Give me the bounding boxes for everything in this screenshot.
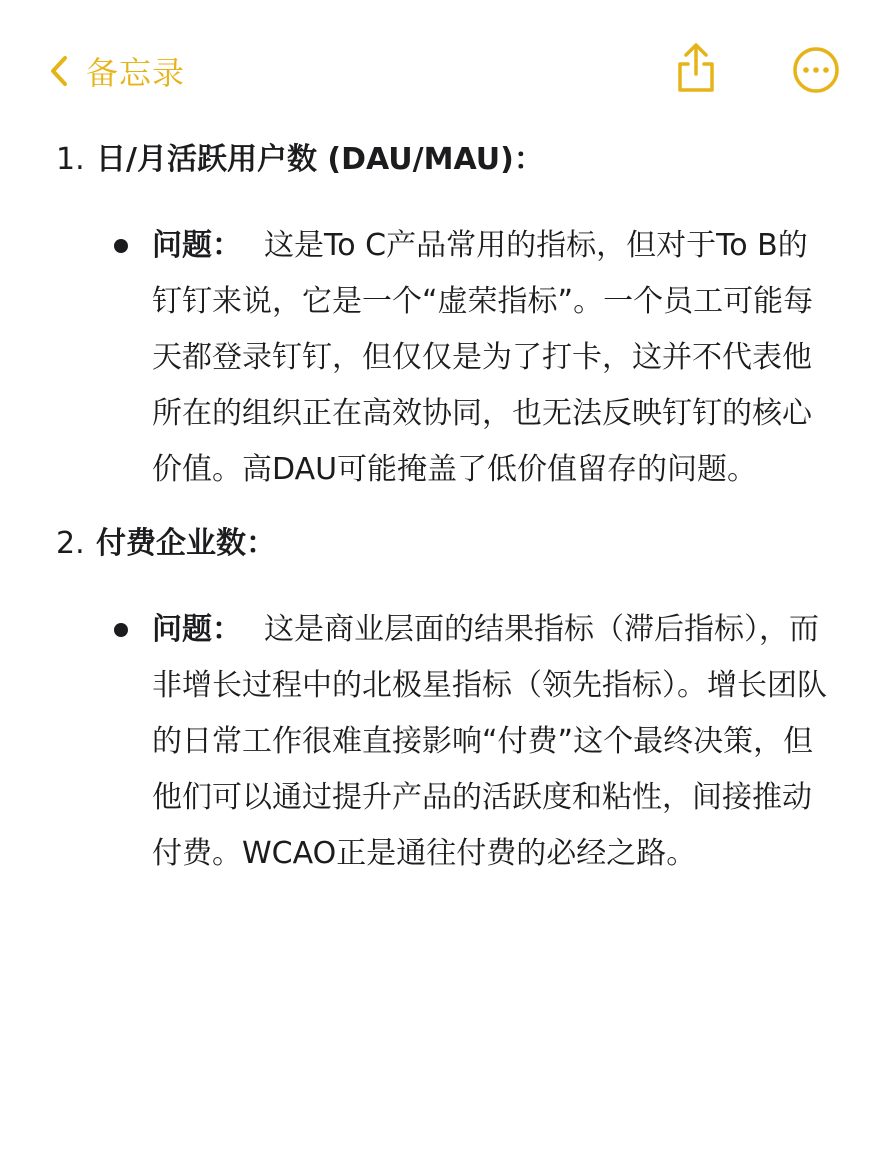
numbered-item-1 xyxy=(56,132,880,188)
item-number: 1. xyxy=(56,142,85,177)
item-title: 日/月活跃用户数 (DAU/MAU)： xyxy=(96,142,544,177)
more-button[interactable] xyxy=(792,46,840,94)
numbered-item-2 xyxy=(56,516,880,572)
bullet-item-1 xyxy=(152,218,836,498)
bullet-dot xyxy=(114,239,128,253)
bullet-text: 这是商业层面的结果指标（滞后指标），而非增长过程中的北极星指标（领先指标）。增长团队的日常工作很难直接影响“付费”这个最终决策，但他们可以通过提升产品的活跃度和粘性，间接推动付费。WCAO正是通往付费的必经之路。 xyxy=(152,612,827,871)
ellipsis-circle-icon xyxy=(792,46,840,94)
bullet-text: 这是To C产品常用的指标，但对于To B的钉钉来说，它是一个“虚荣指标”。一个员工可能每天都登录钉钉，但仅仅是为了打卡，这并不代表他所在的组织正在高效协同，也无法反映钉钉的核心价值。高DAU可能掩盖了低价值留存的问题。 xyxy=(152,228,814,487)
bullet-dot xyxy=(114,623,128,637)
share-button[interactable] xyxy=(672,40,720,96)
item-title: 付费企业数： xyxy=(96,526,276,561)
item-number: 2. xyxy=(56,526,85,561)
bullet-lead: 问题： xyxy=(152,228,242,263)
navigation-bar xyxy=(0,0,880,140)
chevron-left-icon xyxy=(50,55,68,87)
bullet-lead: 问题： xyxy=(152,612,242,647)
note-body[interactable] xyxy=(0,132,880,882)
back-button[interactable] xyxy=(50,46,185,96)
share-icon xyxy=(672,40,720,96)
back-label: 备忘录 xyxy=(86,54,186,92)
bullet-item-2 xyxy=(152,602,836,882)
